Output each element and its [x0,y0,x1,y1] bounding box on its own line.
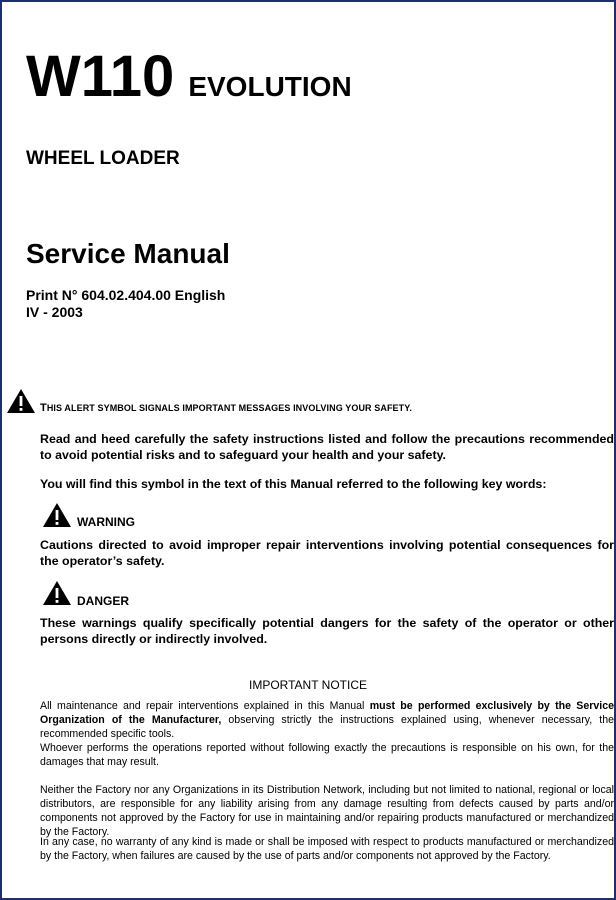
alert-rest: HIS ALERT SYMBOL SIGNALS IMPORTANT MESSAGES INVOLVING YOUR SAFETY. [46,403,412,413]
warning-triangle-icon [6,388,36,414]
danger-label: DANGER [77,594,130,608]
alert-cap: T [40,402,47,414]
safety-intro: Read and heed carefully the safety instructions listed and follow the precautions recommended to avoid potential risks and to safeguard your health and your safety. [40,432,614,462]
danger-triangle-icon [42,580,72,606]
model-title [26,44,352,109]
notice-paragraph-2: Whoever performs the operations reported without following exactly the precautions is responsible on his own, for the damages that may result. [40,742,614,768]
danger-text: These warnings qualify specifically potential dangers for the safety of the operator or other persons directly or indirectly involved. [40,616,614,646]
print-date: IV - 2003 [26,304,83,320]
notice-paragraph-3: Neither the Factory nor any Organizations in its Distribution Network, including but not limited to national, regional or local distributors, are responsible for any liability arising from any damage resulting from defects caused by parts and/or components not approved by the Factory for use in maintaining and/or repairing products manufactured or merchandized by the Factory. [40,784,614,838]
model-number: W110 [26,44,175,109]
notice-paragraph-4: In any case, no warranty of any kind is made or shall be imposed with respect to products manufactured or merchandized by the Factory, when failures are caused by the use of parts and/or components not approved by the Factory. [40,836,614,862]
print-number: Print N° 604.02.404.00 English [26,287,226,303]
notice-p1-text: All maintenance and repair interventions explained in this Manual [40,700,370,712]
notice-p1-bold: must be performed exclusively by the Service Organization of the Manufacturer, [40,700,614,726]
notice-paragraph-1 [40,699,614,741]
alert-symbol-notice [40,402,412,414]
notice-p1-text-end: observing strictly the instructions explained using, whenever necessary, the recommended specific tools. [40,714,614,740]
warning-triangle-icon [42,502,72,528]
manual-title: Service Manual [26,238,230,269]
warning-text: Cautions directed to avoid improper repair interventions involving potential consequences for the operator’s safety. [40,538,614,568]
symbol-note: You will find this symbol in the text of this Manual referred to the following key words: [40,477,547,491]
model-variant: EVOLUTION [188,71,352,102]
print-info [26,287,225,321]
notice-title: IMPORTANT NOTICE [248,678,367,692]
machine-type: WHEEL LOADER [26,148,180,169]
warning-label: WARNING [77,515,135,529]
